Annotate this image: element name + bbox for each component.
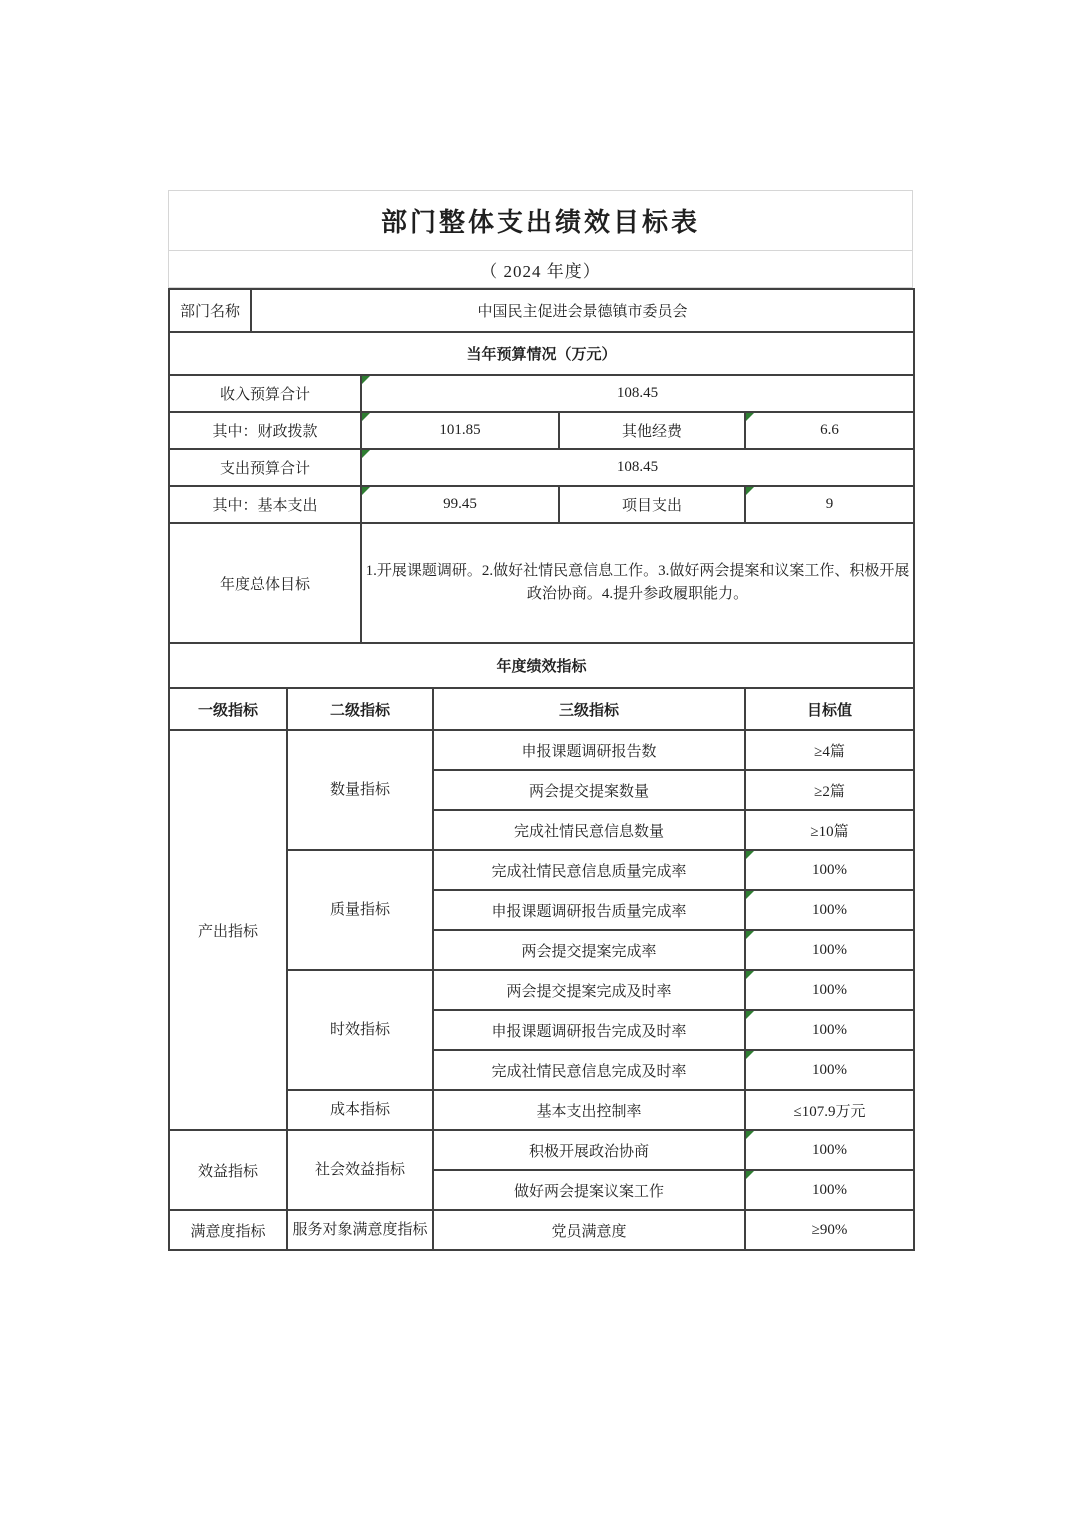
table-row	[169, 523, 914, 643]
cell-flag-triangle-icon	[746, 413, 754, 421]
level3-indicator: 完成社情民意信息数量	[433, 810, 745, 850]
level1-benefit-indicator: 效益指标	[169, 1130, 287, 1210]
cell-flag-triangle-icon	[746, 487, 754, 495]
budget-section-header: 当年预算情况（万元）	[169, 332, 914, 375]
level2-cost-indicator: 成本指标	[287, 1090, 433, 1130]
page-title: 部门整体支出绩效目标表	[169, 191, 912, 251]
target-value: ≥10篇	[745, 810, 914, 850]
level3-indicator: 完成社情民意信息质量完成率	[433, 850, 745, 890]
target-value: 100%	[745, 1130, 914, 1170]
project-expense-label: 项目支出	[559, 486, 745, 523]
target-value: 100%	[745, 1170, 914, 1210]
table-row	[169, 486, 914, 523]
table-row	[169, 332, 914, 375]
expense-total-label: 支出预算合计	[169, 449, 361, 486]
table-row	[169, 412, 914, 449]
target-value: 100%	[745, 930, 914, 970]
performance-target-table	[168, 190, 913, 1251]
level3-indicator: 申报课题调研报告质量完成率	[433, 890, 745, 930]
target-value: 100%	[745, 1010, 914, 1050]
fiscal-allocation-label: 其中：财政拨款	[169, 412, 361, 449]
cell-flag-triangle-icon	[746, 1051, 754, 1059]
level3-indicator: 两会提交提案完成率	[433, 930, 745, 970]
level3-indicator: 申报课题调研报告数	[433, 730, 745, 770]
level3-indicator: 两会提交提案数量	[433, 770, 745, 810]
target-value: 100%	[745, 1050, 914, 1090]
cell-flag-triangle-icon	[362, 413, 370, 421]
fiscal-allocation-value: 101.85	[361, 412, 559, 449]
title-block	[168, 190, 913, 288]
level1-satisfaction-indicator: 满意度指标	[169, 1210, 287, 1250]
cell-flag-triangle-icon	[746, 1171, 754, 1179]
annual-goal-text: 1.开展课题调研。2.做好社情民意信息工作。3.做好两会提案和议案工作、积极开展政治协商。4.提升参政履职能力。	[361, 523, 914, 643]
level3-indicator: 申报课题调研报告完成及时率	[433, 1010, 745, 1050]
income-total-value: 108.45	[361, 375, 914, 412]
level1-output-indicator: 产出指标	[169, 730, 287, 1130]
table-row	[169, 375, 914, 412]
col-header-level3: 三级指标	[433, 688, 745, 730]
basic-expense-label: 其中：基本支出	[169, 486, 361, 523]
target-value: ≥2篇	[745, 770, 914, 810]
target-value: 100%	[745, 890, 914, 930]
cell-flag-triangle-icon	[746, 1131, 754, 1139]
cell-flag-triangle-icon	[746, 1011, 754, 1019]
dept-name-label: 部门名称	[169, 289, 251, 332]
table-row	[169, 730, 914, 770]
level3-indicator: 基本支出控制率	[433, 1090, 745, 1130]
level2-quantity-indicator: 数量指标	[287, 730, 433, 850]
target-value: ≥90%	[745, 1210, 914, 1250]
other-funds-value: 6.6	[745, 412, 914, 449]
page-subtitle: （ 2024 年度）	[480, 261, 601, 281]
cell-flag-triangle-icon	[746, 891, 754, 899]
cell-flag-triangle-icon	[746, 851, 754, 859]
table-row	[169, 643, 914, 688]
level3-indicator: 两会提交提案完成及时率	[433, 970, 745, 1010]
expense-total-value: 108.45	[361, 449, 914, 486]
level2-timeliness-indicator: 时效指标	[287, 970, 433, 1090]
level3-indicator: 党员满意度	[433, 1210, 745, 1250]
table-row	[169, 449, 914, 486]
indicators-section-header: 年度绩效指标	[169, 643, 914, 688]
dept-name-value: 中国民主促进会景德镇市委员会	[251, 289, 914, 332]
target-value: 100%	[745, 850, 914, 890]
level2-service-satisfaction-indicator: 服务对象满意度指标	[287, 1210, 433, 1250]
table-header-row	[169, 688, 914, 730]
level3-indicator: 做好两会提案议案工作	[433, 1170, 745, 1210]
target-value: ≥4篇	[745, 730, 914, 770]
table-row	[169, 289, 914, 332]
level2-quality-indicator: 质量指标	[287, 850, 433, 970]
target-value: 100%	[745, 970, 914, 1010]
cell-flag-triangle-icon	[746, 971, 754, 979]
level3-indicator: 积极开展政治协商	[433, 1130, 745, 1170]
target-value: ≤107.9万元	[745, 1090, 914, 1130]
col-header-target: 目标值	[745, 688, 914, 730]
other-funds-label: 其他经费	[559, 412, 745, 449]
cell-flag-triangle-icon	[362, 487, 370, 495]
cell-flag-triangle-icon	[362, 450, 370, 458]
col-header-level1: 一级指标	[169, 688, 287, 730]
income-total-label: 收入预算合计	[169, 375, 361, 412]
annual-goal-label: 年度总体目标	[169, 523, 361, 643]
level2-social-benefit-indicator: 社会效益指标	[287, 1130, 433, 1210]
cell-flag-triangle-icon	[362, 376, 370, 384]
level3-indicator: 完成社情民意信息完成及时率	[433, 1050, 745, 1090]
project-expense-value: 9	[745, 486, 914, 523]
basic-expense-value: 99.45	[361, 486, 559, 523]
main-table	[168, 288, 915, 1251]
table-row	[169, 1130, 914, 1170]
col-header-level2: 二级指标	[287, 688, 433, 730]
cell-flag-triangle-icon	[746, 931, 754, 939]
table-row	[169, 1210, 914, 1250]
